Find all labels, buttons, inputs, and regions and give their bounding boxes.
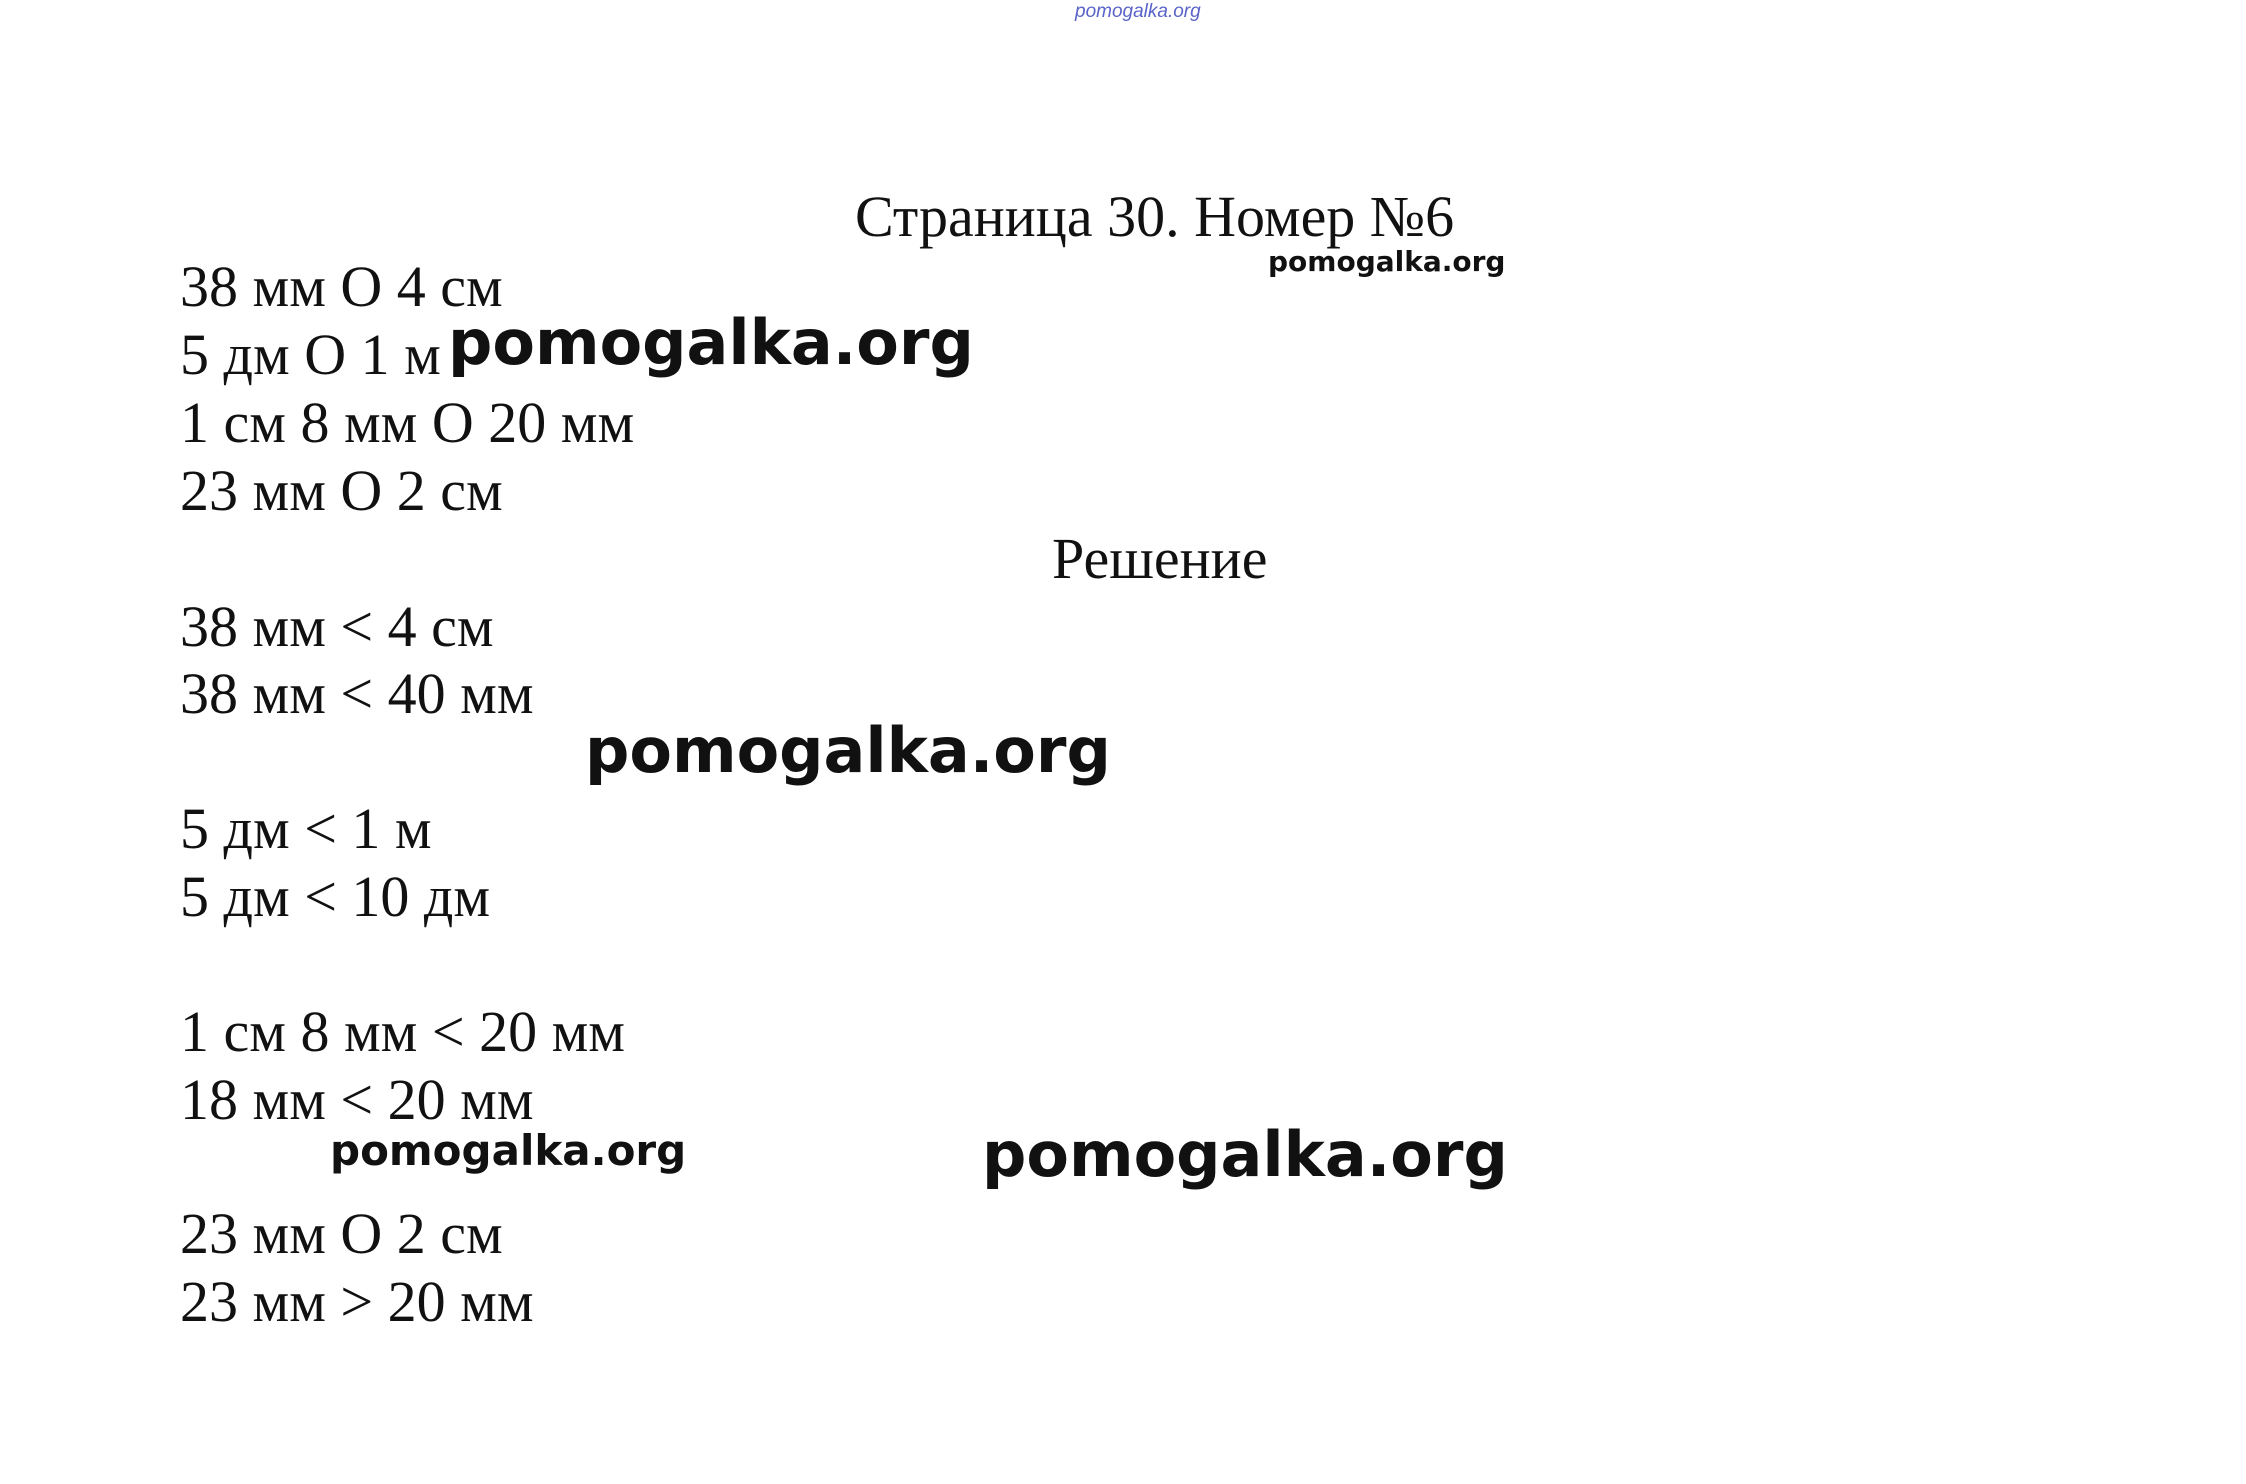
task-line-1: 38 мм О 4 см — [180, 254, 503, 319]
solution-line: 1 см 8 мм < 20 мм — [180, 999, 625, 1064]
watermark-large-3: pomogalka.org — [982, 1118, 1508, 1191]
solution-line: 38 мм < 40 мм — [180, 661, 534, 726]
solution-line: 23 мм О 2 см — [180, 1201, 503, 1266]
watermark-under-title: pomogalka.org — [1268, 245, 1506, 278]
task-line-2: 5 дм О 1 м — [180, 322, 441, 387]
solution-line: 5 дм < 1 м — [180, 796, 432, 861]
watermark-large-2: pomogalka.org — [585, 714, 1111, 787]
solution-line: 5 дм < 10 дм — [180, 864, 491, 929]
solution-line: 23 мм > 20 мм — [180, 1269, 534, 1334]
solution-line: 18 мм < 20 мм — [180, 1067, 534, 1132]
page-title: Страница 30. Номер №6 — [855, 184, 1455, 249]
watermark-large-1: pomogalka.org — [448, 306, 974, 379]
watermark-small-lower: pomogalka.org — [330, 1126, 687, 1175]
task-line-3: 1 см 8 мм О 20 мм — [180, 390, 635, 455]
solution-line: 38 мм < 4 см — [180, 594, 494, 659]
watermark-top: pomogalka.org — [1075, 1, 1201, 22]
task-line-4: 23 мм О 2 см — [180, 458, 503, 523]
solution-heading: Решение — [1052, 526, 1268, 591]
